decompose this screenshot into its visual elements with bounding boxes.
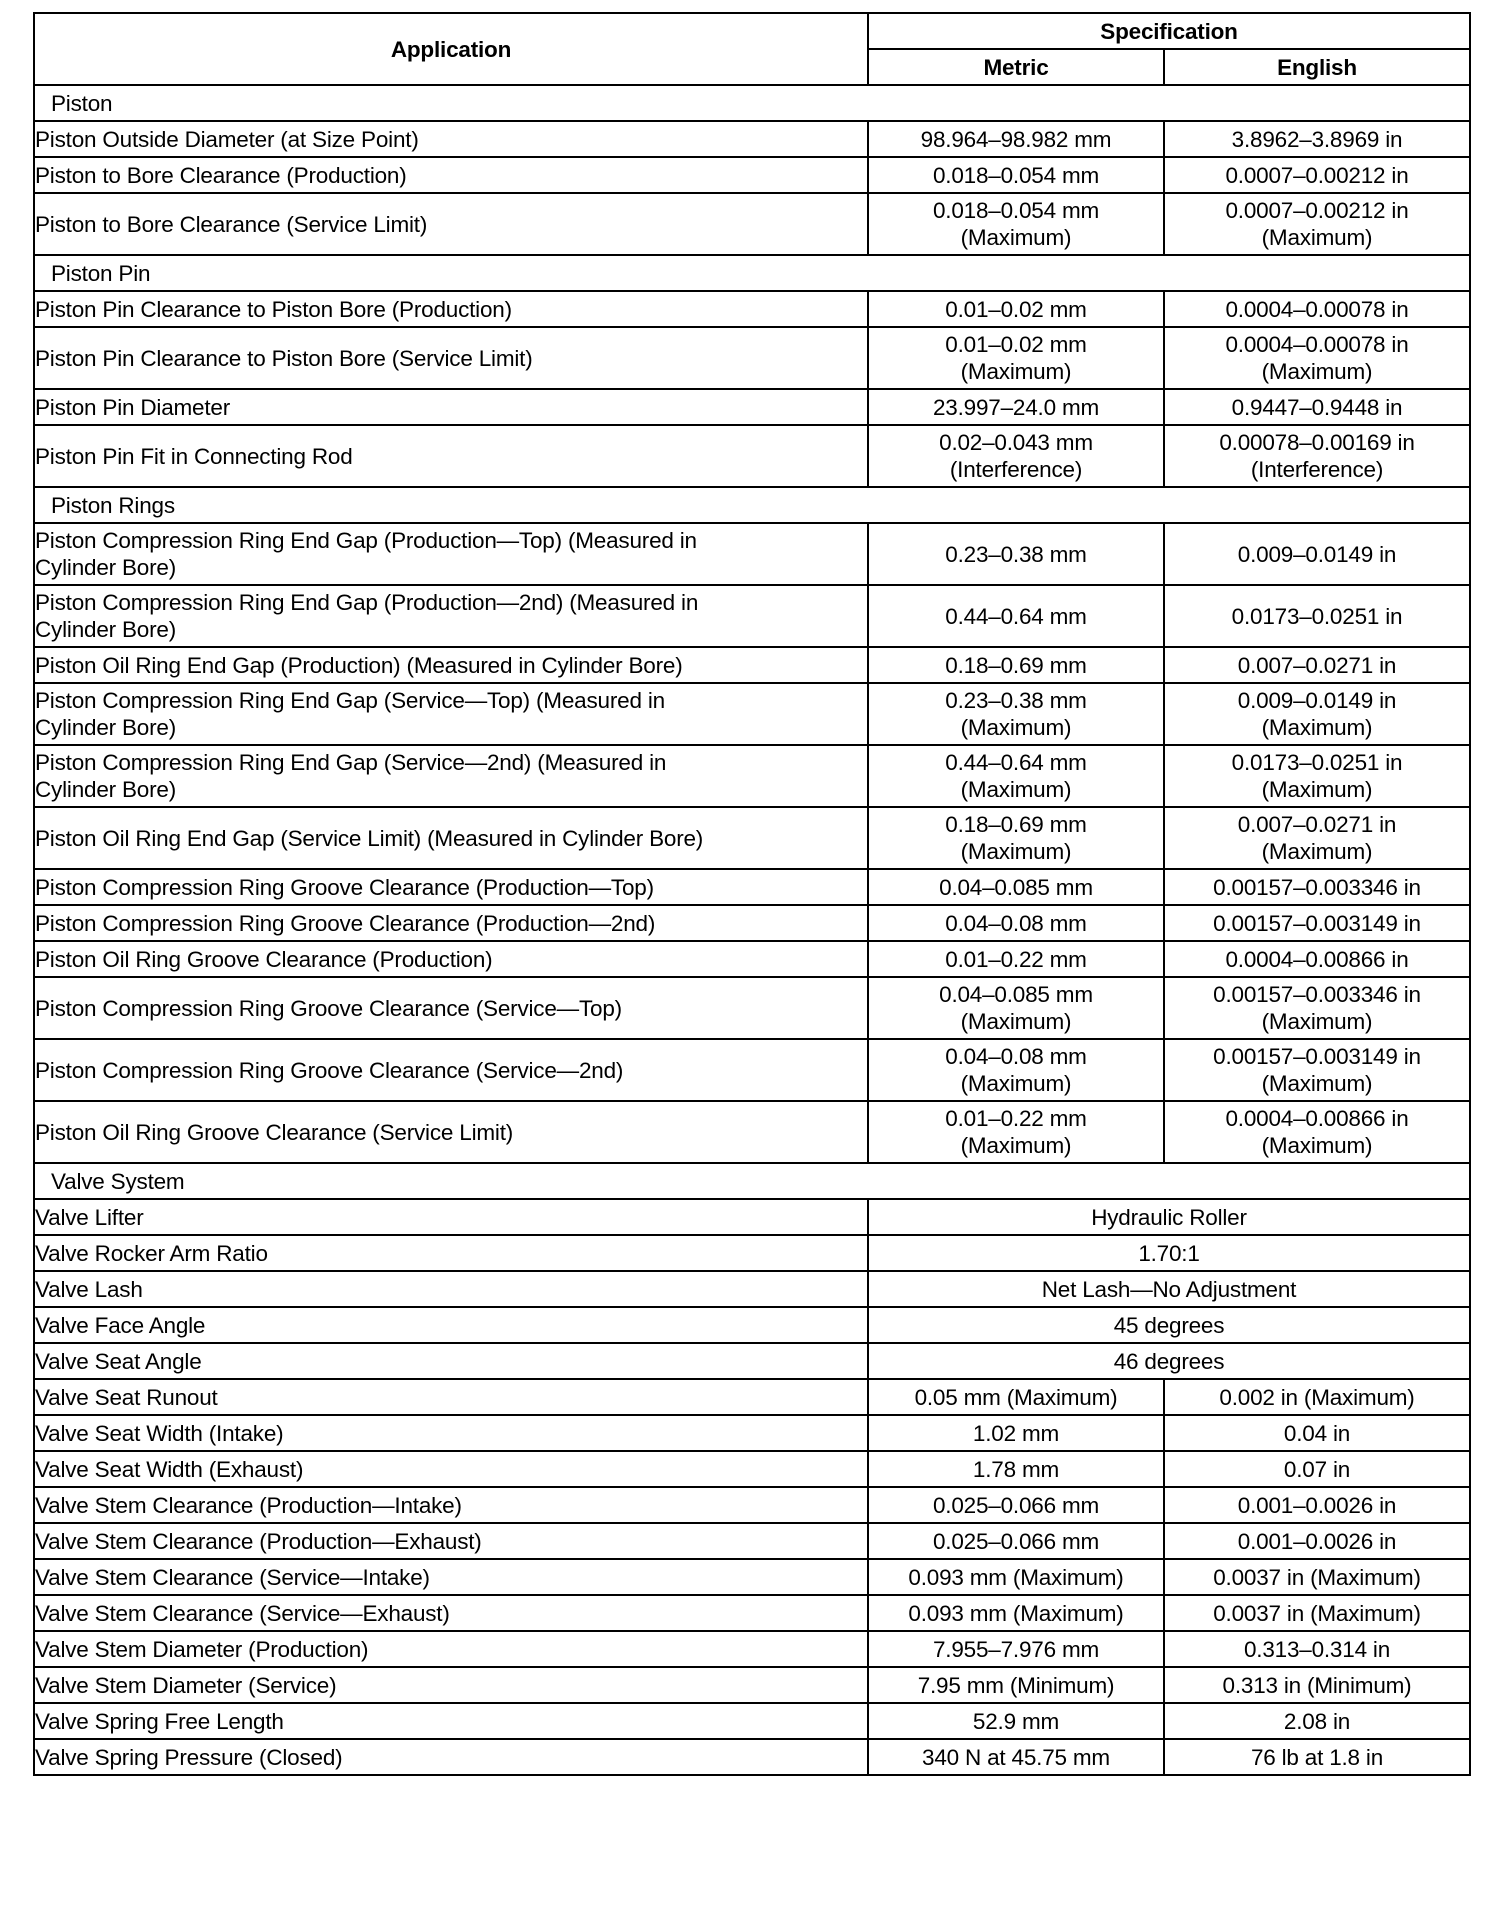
metric-value: 0.44–0.64 mm bbox=[945, 603, 1087, 629]
column-header-application: Application bbox=[34, 13, 868, 85]
application-cell bbox=[34, 683, 868, 745]
application-cell bbox=[34, 523, 868, 585]
application-text: Valve Stem Clearance (Service—Exhaust) bbox=[35, 1600, 450, 1626]
application-text: Piston Compression Ring Groove Clearance (Production—Top) bbox=[35, 874, 654, 900]
english-note: (Maximum) bbox=[1261, 1133, 1373, 1158]
table-row bbox=[34, 1307, 1470, 1343]
metric-value: 0.02–0.043 mm bbox=[939, 430, 1093, 455]
english-note: (Maximum) bbox=[1261, 715, 1373, 740]
section-title: Piston Pin bbox=[34, 255, 1470, 291]
section-row bbox=[34, 487, 1470, 523]
english-note: (Maximum) bbox=[1261, 1009, 1373, 1034]
english-value: 3.8962–3.8969 in bbox=[1231, 126, 1403, 152]
application-cell bbox=[34, 193, 868, 255]
metric-value-cell bbox=[868, 157, 1164, 193]
table-row bbox=[34, 157, 1470, 193]
application-cell bbox=[34, 1343, 868, 1379]
metric-note: (Maximum) bbox=[960, 1133, 1072, 1158]
english-value: 0.0173–0.0251 in bbox=[1231, 750, 1403, 775]
english-value: 0.00157–0.003149 in bbox=[1213, 1044, 1421, 1069]
metric-value-cell bbox=[868, 683, 1164, 745]
metric-value-cell bbox=[868, 1559, 1164, 1595]
table-row bbox=[34, 869, 1470, 905]
english-value-cell bbox=[1164, 745, 1470, 807]
english-value-cell bbox=[1164, 1703, 1470, 1739]
application-text: Piston Oil Ring Groove Clearance (Service Limit) bbox=[35, 1119, 514, 1145]
english-value-cell bbox=[1164, 977, 1470, 1039]
english-value: 0.009–0.0149 in bbox=[1237, 541, 1397, 567]
english-value: 0.0037 in (Maximum) bbox=[1213, 1600, 1421, 1626]
application-text: Piston Oil Ring End Gap (Service Limit) (Measured in Cylinder Bore) bbox=[35, 825, 704, 851]
application-text: Valve Seat Runout bbox=[35, 1384, 218, 1410]
application-text-continued: Cylinder Bore) bbox=[35, 555, 177, 580]
table-row bbox=[34, 1487, 1470, 1523]
application-text: Piston Pin Clearance to Piston Bore (Production) bbox=[35, 296, 512, 322]
metric-value: 0.025–0.066 mm bbox=[932, 1492, 1100, 1518]
english-value: 0.00078–0.00169 in bbox=[1219, 430, 1415, 455]
application-cell bbox=[34, 869, 868, 905]
application-cell bbox=[34, 121, 868, 157]
column-header-specification: Specification bbox=[868, 13, 1470, 49]
english-value-cell bbox=[1164, 1559, 1470, 1595]
application-text-continued: Cylinder Bore) bbox=[35, 715, 177, 740]
metric-value-cell bbox=[868, 291, 1164, 327]
combined-value-cell: 45 degrees bbox=[868, 1307, 1470, 1343]
application-text: Piston Pin Diameter bbox=[35, 394, 231, 420]
application-cell bbox=[34, 647, 868, 683]
table-row bbox=[34, 1451, 1470, 1487]
english-value: 0.07 in bbox=[1283, 1456, 1351, 1482]
english-value-cell bbox=[1164, 683, 1470, 745]
english-value: 0.00157–0.003346 in bbox=[1213, 874, 1421, 900]
metric-value-cell bbox=[868, 807, 1164, 869]
table-row bbox=[34, 389, 1470, 425]
table-row bbox=[34, 1559, 1470, 1595]
application-text: Piston Compression Ring End Gap (Production—Top) (Measured in bbox=[35, 528, 697, 553]
english-value-cell bbox=[1164, 1667, 1470, 1703]
application-cell bbox=[34, 1595, 868, 1631]
english-value-cell bbox=[1164, 1487, 1470, 1523]
metric-value-cell bbox=[868, 941, 1164, 977]
english-value: 0.9447–0.9448 in bbox=[1231, 394, 1403, 420]
table-row bbox=[34, 121, 1470, 157]
section-title: Piston Rings bbox=[34, 487, 1470, 523]
metric-value-cell bbox=[868, 425, 1164, 487]
table-row bbox=[34, 425, 1470, 487]
english-value-cell bbox=[1164, 327, 1470, 389]
metric-value: 0.025–0.066 mm bbox=[932, 1528, 1100, 1554]
application-text: Valve Stem Clearance (Service—Intake) bbox=[35, 1564, 430, 1590]
metric-value-cell bbox=[868, 1039, 1164, 1101]
section-row bbox=[34, 1163, 1470, 1199]
table-row bbox=[34, 1667, 1470, 1703]
combined-value-cell: 1.70:1 bbox=[868, 1235, 1470, 1271]
english-note: (Maximum) bbox=[1261, 1071, 1373, 1096]
application-cell bbox=[34, 1235, 868, 1271]
metric-value-cell bbox=[868, 1379, 1164, 1415]
metric-value: 0.018–0.054 mm bbox=[932, 162, 1100, 188]
application-text: Valve Stem Diameter (Production) bbox=[35, 1636, 369, 1662]
english-value-cell bbox=[1164, 1739, 1470, 1775]
application-cell bbox=[34, 327, 868, 389]
english-value-cell bbox=[1164, 1379, 1470, 1415]
table-row bbox=[34, 1739, 1470, 1775]
application-text: Piston Oil Ring End Gap (Production) (Measured in Cylinder Bore) bbox=[35, 652, 683, 678]
table-row bbox=[34, 1523, 1470, 1559]
metric-value-cell bbox=[868, 1523, 1164, 1559]
english-value: 0.009–0.0149 in bbox=[1237, 688, 1397, 713]
metric-value: 0.44–0.64 mm bbox=[945, 750, 1087, 775]
table-row bbox=[34, 745, 1470, 807]
metric-value-cell bbox=[868, 585, 1164, 647]
metric-value-cell bbox=[868, 977, 1164, 1039]
section-title: Piston bbox=[34, 85, 1470, 121]
table-row bbox=[34, 647, 1470, 683]
english-value-cell bbox=[1164, 941, 1470, 977]
metric-value-cell bbox=[868, 647, 1164, 683]
english-value-cell bbox=[1164, 121, 1470, 157]
metric-value: 1.78 mm bbox=[972, 1456, 1060, 1482]
metric-value: 0.01–0.02 mm bbox=[945, 332, 1087, 357]
application-cell bbox=[34, 389, 868, 425]
application-cell bbox=[34, 157, 868, 193]
application-text: Valve Seat Angle bbox=[35, 1348, 202, 1374]
metric-value: 0.093 mm (Maximum) bbox=[908, 1600, 1124, 1626]
application-text: Piston to Bore Clearance (Service Limit) bbox=[35, 211, 428, 237]
metric-value: 0.01–0.22 mm bbox=[945, 1106, 1087, 1131]
metric-value-cell bbox=[868, 905, 1164, 941]
metric-value-cell bbox=[868, 1451, 1164, 1487]
metric-value-cell bbox=[868, 121, 1164, 157]
application-text: Valve Lash bbox=[35, 1276, 143, 1302]
english-value-cell bbox=[1164, 425, 1470, 487]
table-row bbox=[34, 1703, 1470, 1739]
metric-value-cell bbox=[868, 193, 1164, 255]
application-text: Piston Compression Ring Groove Clearance (Service—Top) bbox=[35, 995, 622, 1021]
application-text: Valve Spring Free Length bbox=[35, 1708, 284, 1734]
application-text: Valve Stem Clearance (Production—Intake) bbox=[35, 1492, 462, 1518]
combined-value-cell: Net Lash—No Adjustment bbox=[868, 1271, 1470, 1307]
application-cell bbox=[34, 425, 868, 487]
metric-value: 52.9 mm bbox=[972, 1708, 1060, 1734]
table-row bbox=[34, 1595, 1470, 1631]
english-value-cell bbox=[1164, 1595, 1470, 1631]
application-cell bbox=[34, 1415, 868, 1451]
metric-value-cell bbox=[868, 1595, 1164, 1631]
application-cell bbox=[34, 1523, 868, 1559]
metric-value: 0.04–0.085 mm bbox=[939, 982, 1093, 1007]
table-row bbox=[34, 977, 1470, 1039]
english-value: 0.313–0.314 in bbox=[1243, 1636, 1391, 1662]
application-cell bbox=[34, 1703, 868, 1739]
table-row bbox=[34, 523, 1470, 585]
application-text: Valve Spring Pressure (Closed) bbox=[35, 1744, 343, 1770]
application-cell bbox=[34, 1559, 868, 1595]
table-row bbox=[34, 327, 1470, 389]
metric-value: 0.18–0.69 mm bbox=[945, 812, 1087, 837]
application-cell bbox=[34, 585, 868, 647]
table-header bbox=[34, 13, 1470, 85]
metric-value: 7.95 mm (Minimum) bbox=[917, 1672, 1115, 1698]
english-value: 0.0004–0.00078 in bbox=[1225, 332, 1409, 357]
english-value-cell bbox=[1164, 869, 1470, 905]
application-text: Piston Compression Ring End Gap (Service—Top) (Measured in bbox=[35, 688, 665, 713]
english-value: 0.007–0.0271 in bbox=[1237, 812, 1397, 837]
table-row bbox=[34, 193, 1470, 255]
application-text: Valve Seat Width (Exhaust) bbox=[35, 1456, 304, 1482]
table-row bbox=[34, 683, 1470, 745]
english-note: (Maximum) bbox=[1261, 839, 1373, 864]
english-value-cell bbox=[1164, 807, 1470, 869]
metric-value: 0.23–0.38 mm bbox=[945, 688, 1087, 713]
metric-value-cell bbox=[868, 1101, 1164, 1163]
english-value-cell bbox=[1164, 1631, 1470, 1667]
metric-value: 0.23–0.38 mm bbox=[945, 541, 1087, 567]
application-text: Piston Oil Ring Groove Clearance (Production) bbox=[35, 946, 493, 972]
application-cell bbox=[34, 905, 868, 941]
metric-note: (Maximum) bbox=[960, 1071, 1072, 1096]
section-row bbox=[34, 255, 1470, 291]
metric-value-cell bbox=[868, 1631, 1164, 1667]
english-value-cell bbox=[1164, 1101, 1470, 1163]
application-cell bbox=[34, 1451, 868, 1487]
metric-value-cell bbox=[868, 869, 1164, 905]
english-value: 0.001–0.0026 in bbox=[1237, 1528, 1397, 1554]
english-value: 0.007–0.0271 in bbox=[1237, 652, 1397, 678]
metric-value-cell bbox=[868, 745, 1164, 807]
application-cell bbox=[34, 1271, 868, 1307]
table-row bbox=[34, 941, 1470, 977]
english-note: (Maximum) bbox=[1261, 359, 1373, 384]
english-value-cell bbox=[1164, 523, 1470, 585]
metric-value: 0.18–0.69 mm bbox=[945, 652, 1087, 678]
application-text: Valve Face Angle bbox=[35, 1312, 206, 1338]
metric-value: 23.997–24.0 mm bbox=[932, 394, 1100, 420]
metric-value: 7.955–7.976 mm bbox=[932, 1636, 1100, 1662]
application-text: Valve Seat Width (Intake) bbox=[35, 1420, 284, 1446]
metric-value: 0.018–0.054 mm bbox=[932, 198, 1100, 223]
application-text: Valve Lifter bbox=[35, 1204, 144, 1230]
section-title: Valve System bbox=[34, 1163, 1470, 1199]
english-value: 0.0007–0.00212 in bbox=[1225, 198, 1409, 223]
table-row bbox=[34, 1199, 1470, 1235]
metric-value-cell bbox=[868, 1667, 1164, 1703]
english-value: 0.002 in (Maximum) bbox=[1219, 1384, 1415, 1410]
metric-note: (Maximum) bbox=[960, 715, 1072, 740]
application-cell bbox=[34, 1101, 868, 1163]
application-cell bbox=[34, 977, 868, 1039]
metric-value: 98.964–98.982 mm bbox=[920, 126, 1112, 152]
application-text-continued: Cylinder Bore) bbox=[35, 617, 177, 642]
metric-note: (Maximum) bbox=[960, 225, 1072, 250]
table-body bbox=[34, 85, 1470, 1775]
application-cell bbox=[34, 1631, 868, 1667]
table-row bbox=[34, 905, 1470, 941]
english-value-cell bbox=[1164, 157, 1470, 193]
table-row bbox=[34, 1415, 1470, 1451]
application-text: Piston Compression Ring End Gap (Production—2nd) (Measured in bbox=[35, 590, 699, 615]
application-text: Valve Stem Diameter (Service) bbox=[35, 1672, 337, 1698]
metric-value: 0.04–0.08 mm bbox=[945, 910, 1087, 936]
english-value-cell bbox=[1164, 1415, 1470, 1451]
application-cell bbox=[34, 291, 868, 327]
english-value-cell bbox=[1164, 1039, 1470, 1101]
table-row bbox=[34, 1379, 1470, 1415]
table-row bbox=[34, 1271, 1470, 1307]
combined-value-cell: Hydraulic Roller bbox=[868, 1199, 1470, 1235]
metric-note: (Maximum) bbox=[960, 359, 1072, 384]
english-value: 76 lb at 1.8 in bbox=[1250, 1744, 1384, 1770]
application-text: Piston Pin Fit in Connecting Rod bbox=[35, 443, 353, 469]
table-row bbox=[34, 1101, 1470, 1163]
english-value: 0.00157–0.003346 in bbox=[1213, 982, 1421, 1007]
application-cell bbox=[34, 941, 868, 977]
english-note: (Maximum) bbox=[1261, 777, 1373, 802]
metric-value-cell bbox=[868, 389, 1164, 425]
metric-note: (Interference) bbox=[949, 457, 1083, 482]
metric-value: 340 N at 45.75 mm bbox=[922, 1744, 1110, 1770]
english-value: 0.001–0.0026 in bbox=[1237, 1492, 1397, 1518]
english-value: 0.0004–0.00866 in bbox=[1225, 946, 1409, 972]
metric-value: 0.04–0.085 mm bbox=[939, 874, 1093, 900]
metric-value: 0.01–0.02 mm bbox=[945, 296, 1087, 322]
application-cell bbox=[34, 1199, 868, 1235]
table-row bbox=[34, 1343, 1470, 1379]
english-note: (Interference) bbox=[1250, 457, 1384, 482]
english-value-cell bbox=[1164, 193, 1470, 255]
english-value: 0.00157–0.003149 in bbox=[1213, 910, 1421, 936]
table-row bbox=[34, 1631, 1470, 1667]
metric-value-cell bbox=[868, 1739, 1164, 1775]
english-value: 0.04 in bbox=[1283, 1420, 1351, 1446]
metric-value: 0.01–0.22 mm bbox=[945, 946, 1087, 972]
english-value-cell bbox=[1164, 647, 1470, 683]
english-value: 0.0173–0.0251 in bbox=[1231, 603, 1403, 629]
english-note: (Maximum) bbox=[1261, 225, 1373, 250]
application-cell bbox=[34, 745, 868, 807]
metric-value: 0.04–0.08 mm bbox=[945, 1044, 1087, 1069]
metric-value-cell bbox=[868, 1487, 1164, 1523]
metric-value-cell bbox=[868, 1415, 1164, 1451]
metric-value: 1.02 mm bbox=[972, 1420, 1060, 1446]
english-value-cell bbox=[1164, 389, 1470, 425]
metric-value-cell bbox=[868, 523, 1164, 585]
english-value: 0.0037 in (Maximum) bbox=[1213, 1564, 1421, 1590]
english-value-cell bbox=[1164, 1451, 1470, 1487]
specification-table bbox=[33, 12, 1471, 1776]
table-row bbox=[34, 807, 1470, 869]
table-row bbox=[34, 1235, 1470, 1271]
english-value-cell bbox=[1164, 585, 1470, 647]
application-text: Valve Stem Clearance (Production—Exhaust) bbox=[35, 1528, 482, 1554]
metric-note: (Maximum) bbox=[960, 777, 1072, 802]
application-text: Piston Outside Diameter (at Size Point) bbox=[35, 126, 419, 152]
application-text: Piston Compression Ring Groove Clearance (Production—2nd) bbox=[35, 910, 656, 936]
metric-value: 0.093 mm (Maximum) bbox=[908, 1564, 1124, 1590]
english-value: 2.08 in bbox=[1283, 1708, 1351, 1734]
application-text: Piston Compression Ring Groove Clearance (Service—2nd) bbox=[35, 1057, 624, 1083]
section-row bbox=[34, 85, 1470, 121]
application-cell bbox=[34, 807, 868, 869]
metric-note: (Maximum) bbox=[960, 839, 1072, 864]
application-text: Valve Rocker Arm Ratio bbox=[35, 1240, 268, 1266]
metric-value-cell bbox=[868, 327, 1164, 389]
english-value: 0.0004–0.00078 in bbox=[1225, 296, 1409, 322]
table-row bbox=[34, 1039, 1470, 1101]
table-row bbox=[34, 585, 1470, 647]
application-cell bbox=[34, 1667, 868, 1703]
english-value-cell bbox=[1164, 1523, 1470, 1559]
application-text: Piston Compression Ring End Gap (Service—2nd) (Measured in bbox=[35, 750, 667, 775]
table-row bbox=[34, 291, 1470, 327]
application-text: Piston to Bore Clearance (Production) bbox=[35, 162, 407, 188]
metric-value: 0.05 mm (Maximum) bbox=[914, 1384, 1118, 1410]
english-value-cell bbox=[1164, 905, 1470, 941]
metric-note: (Maximum) bbox=[960, 1009, 1072, 1034]
application-cell bbox=[34, 1379, 868, 1415]
metric-value-cell bbox=[868, 1703, 1164, 1739]
application-text: Piston Pin Clearance to Piston Bore (Service Limit) bbox=[35, 345, 533, 371]
application-cell bbox=[34, 1039, 868, 1101]
column-header-english: English bbox=[1164, 49, 1470, 85]
application-cell bbox=[34, 1739, 868, 1775]
column-header-metric: Metric bbox=[868, 49, 1164, 85]
application-text-continued: Cylinder Bore) bbox=[35, 777, 177, 802]
application-cell bbox=[34, 1307, 868, 1343]
english-value-cell bbox=[1164, 291, 1470, 327]
application-cell bbox=[34, 1487, 868, 1523]
english-value: 0.0004–0.00866 in bbox=[1225, 1106, 1409, 1131]
english-value: 0.0007–0.00212 in bbox=[1225, 162, 1409, 188]
combined-value-cell: 46 degrees bbox=[868, 1343, 1470, 1379]
english-value: 0.313 in (Minimum) bbox=[1222, 1672, 1412, 1698]
